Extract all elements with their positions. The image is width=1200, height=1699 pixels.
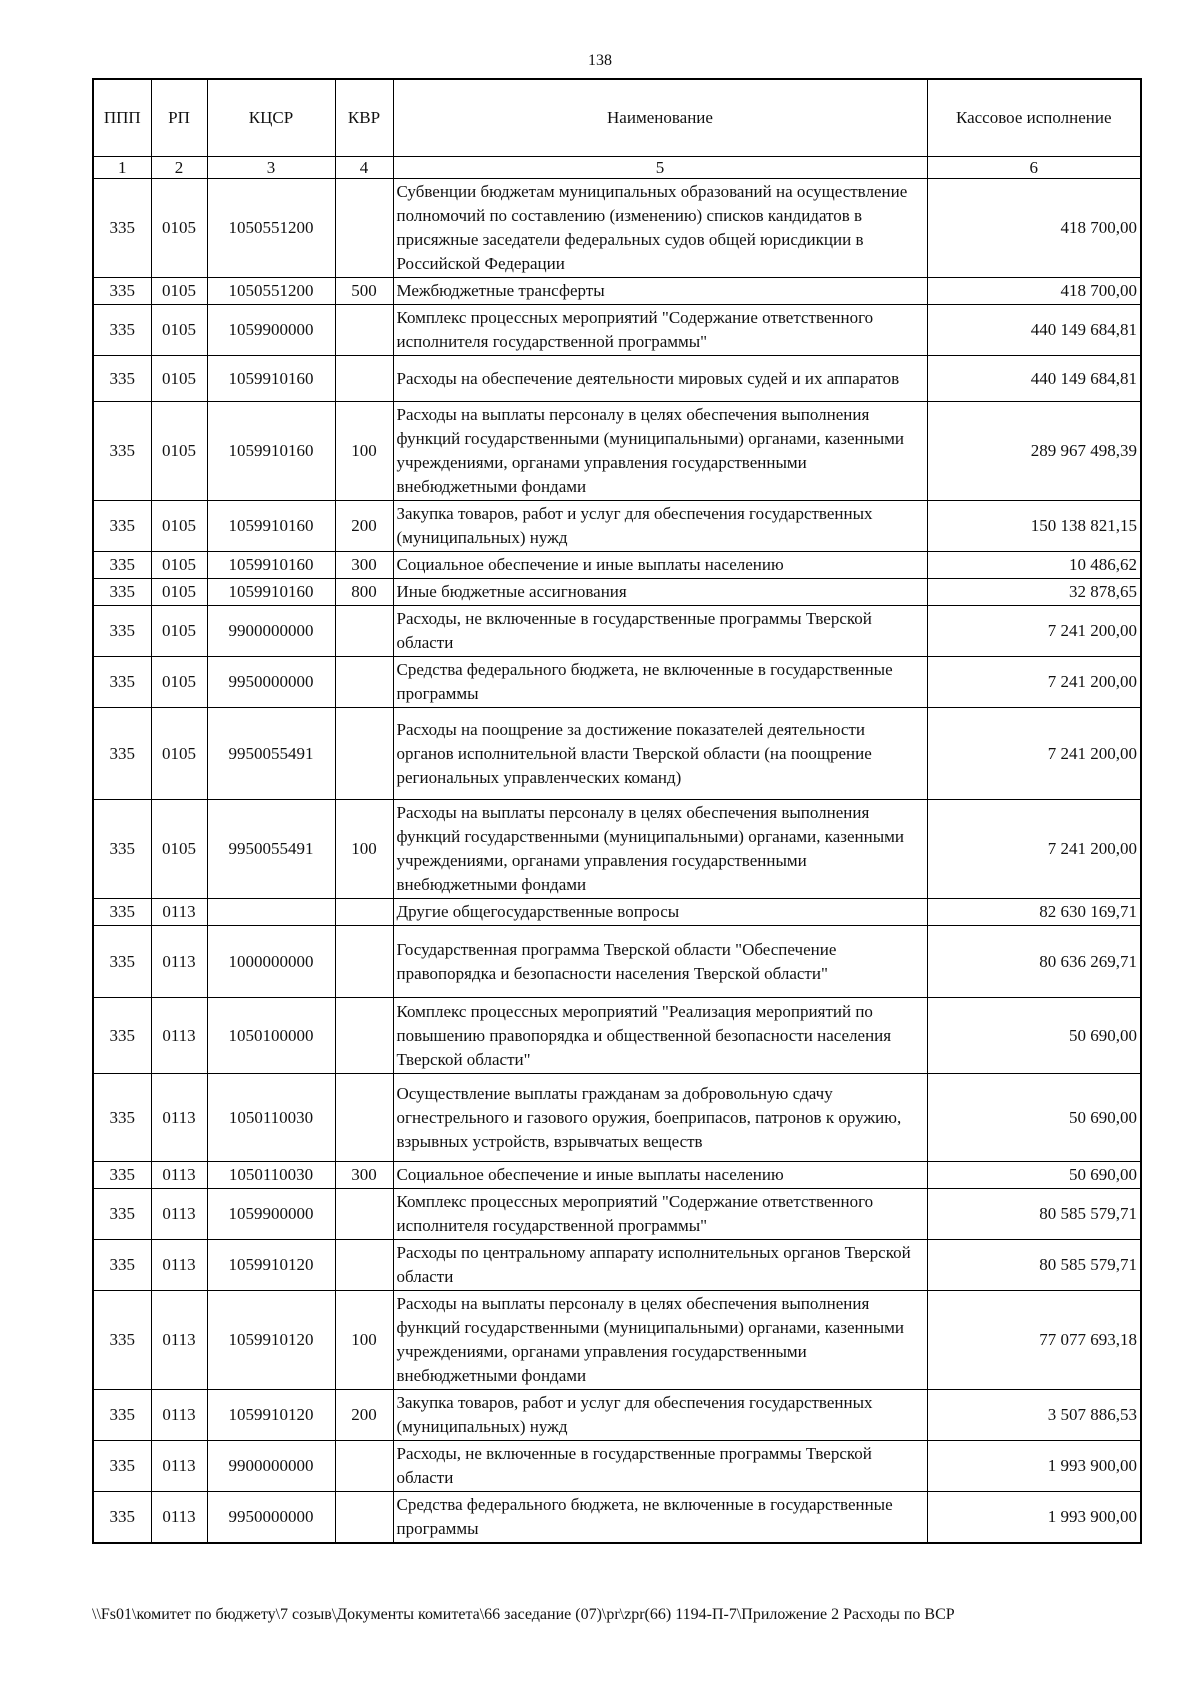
table-row: [93, 179, 1141, 278]
cell-amount: 7 241 200,00: [927, 657, 1141, 708]
cell-name: Расходы на поощрение за достижение показателей деятельности органов исполнительной власти Тверской области (на поощрение региональных управленческих команд): [393, 708, 927, 800]
cell-kvr: [335, 1492, 393, 1544]
cell-amount: 440 149 684,81: [927, 356, 1141, 402]
table-row: [93, 1441, 1141, 1492]
cell-kcsr: 1059900000: [207, 305, 335, 356]
cell-name: Иные бюджетные ассигнования: [393, 579, 927, 606]
table-row: [93, 899, 1141, 926]
cell-rp: 0113: [151, 926, 207, 998]
cell-rp: 0105: [151, 800, 207, 899]
cell-kcsr: 9950000000: [207, 657, 335, 708]
cell-kcsr: 1059910160: [207, 402, 335, 501]
table-row: [93, 606, 1141, 657]
cell-name: Осуществление выплаты гражданам за добровольную сдачу огнестрельного и газового оружия, боеприпасов, патронов к оружию, взрывных устройств, взрывчатых веществ: [393, 1074, 927, 1162]
cell-kcsr: 1059910120: [207, 1390, 335, 1441]
cell-ppp: 335: [93, 179, 151, 278]
cell-name: Социальное обеспечение и иные выплаты населению: [393, 1162, 927, 1189]
cell-amount: 50 690,00: [927, 1162, 1141, 1189]
cell-amount: 150 138 821,15: [927, 501, 1141, 552]
cell-kcsr: 9950055491: [207, 708, 335, 800]
cell-name: Расходы на обеспечение деятельности мировых судей и их аппаратов: [393, 356, 927, 402]
cell-ppp: 335: [93, 552, 151, 579]
table-row: [93, 552, 1141, 579]
cell-kcsr: 1000000000: [207, 926, 335, 998]
cell-kcsr: 9950055491: [207, 800, 335, 899]
cell-rp: 0113: [151, 1240, 207, 1291]
cell-name: Субвенции бюджетам муниципальных образований на осуществление полномочий по составлению (изменению) списков кандидатов в присяжные заседатели федеральных судов общей юрисдикции в Российской Федерации: [393, 179, 927, 278]
cell-amount: 7 241 200,00: [927, 708, 1141, 800]
column-number: 2: [151, 157, 207, 179]
cell-kvr: [335, 708, 393, 800]
cell-name: Расходы на выплаты персоналу в целях обеспечения выполнения функций государственными (муниципальными) органами, казенными учреждениями, органами управления государственными внебюджетными фондами: [393, 402, 927, 501]
table-row: [93, 1189, 1141, 1240]
cell-ppp: 335: [93, 278, 151, 305]
cell-kvr: [335, 998, 393, 1074]
cell-amount: 7 241 200,00: [927, 800, 1141, 899]
cell-rp: 0113: [151, 1162, 207, 1189]
cell-name: Расходы, не включенные в государственные программы Тверской области: [393, 606, 927, 657]
cell-amount: 10 486,62: [927, 552, 1141, 579]
cell-amount: 418 700,00: [927, 179, 1141, 278]
cell-rp: 0105: [151, 402, 207, 501]
cell-ppp: 335: [93, 899, 151, 926]
cell-kvr: 300: [335, 552, 393, 579]
cell-kvr: [335, 1074, 393, 1162]
cell-name: Расходы по центральному аппарату исполнительных органов Тверской области: [393, 1240, 927, 1291]
table-row: [93, 402, 1141, 501]
table-row: [93, 305, 1141, 356]
cell-rp: 0105: [151, 501, 207, 552]
table-row: [93, 1074, 1141, 1162]
cell-name: Межбюджетные трансферты: [393, 278, 927, 305]
cell-kvr: [335, 1240, 393, 1291]
cell-kcsr: 1059910160: [207, 501, 335, 552]
cell-kcsr: 1050551200: [207, 179, 335, 278]
cell-amount: 50 690,00: [927, 998, 1141, 1074]
cell-name: Закупка товаров, работ и услуг для обеспечения государственных (муниципальных) нужд: [393, 1390, 927, 1441]
cell-rp: 0105: [151, 579, 207, 606]
page-number: 138: [588, 52, 612, 69]
cell-ppp: 335: [93, 926, 151, 998]
cell-kcsr: 1050551200: [207, 278, 335, 305]
cell-ppp: 335: [93, 356, 151, 402]
cell-rp: 0113: [151, 1441, 207, 1492]
cell-kvr: 800: [335, 579, 393, 606]
cell-kvr: [335, 305, 393, 356]
cell-kcsr: 1059910120: [207, 1291, 335, 1390]
cell-kvr: 100: [335, 800, 393, 899]
cell-amount: 77 077 693,18: [927, 1291, 1141, 1390]
cell-kvr: [335, 1441, 393, 1492]
table-row: [93, 1390, 1141, 1441]
cell-amount: 7 241 200,00: [927, 606, 1141, 657]
cell-kvr: [335, 899, 393, 926]
table-row: [93, 278, 1141, 305]
table-row: [93, 1240, 1141, 1291]
cell-name: Государственная программа Тверской области "Обеспечение правопорядка и безопасности населения Тверской области": [393, 926, 927, 998]
cell-ppp: 335: [93, 305, 151, 356]
cell-rp: 0105: [151, 305, 207, 356]
cell-rp: 0113: [151, 1492, 207, 1544]
cell-name: Расходы на выплаты персоналу в целях обеспечения выполнения функций государственными (муниципальными) органами, казенными учреждениями, органами управления государственными внебюджетными фондами: [393, 1291, 927, 1390]
cell-rp: 0105: [151, 179, 207, 278]
cell-rp: 0105: [151, 657, 207, 708]
cell-ppp: 335: [93, 1492, 151, 1544]
footer-file-path: \\Fs01\комитет по бюджету\7 созыв\Документы комитета\66 заседание (07)\pr\zpr(66) 1194-П-7\Приложение 2 Расходы по ВСР: [92, 1606, 955, 1623]
cell-rp: 0113: [151, 1074, 207, 1162]
cell-amount: 418 700,00: [927, 278, 1141, 305]
cell-kcsr: 1059910160: [207, 552, 335, 579]
cell-name: Комплекс процессных мероприятий "Реализация мероприятий по повышению правопорядка и общественной безопасности населения Тверской области": [393, 998, 927, 1074]
cell-ppp: 335: [93, 1390, 151, 1441]
cell-ppp: 335: [93, 657, 151, 708]
cell-amount: 1 993 900,00: [927, 1441, 1141, 1492]
cell-ppp: 335: [93, 606, 151, 657]
cell-kcsr: 1050110030: [207, 1162, 335, 1189]
cell-rp: 0105: [151, 552, 207, 579]
column-number-row: [93, 157, 1141, 179]
cell-ppp: 335: [93, 1441, 151, 1492]
cell-kcsr: 1059900000: [207, 1189, 335, 1240]
cell-kvr: [335, 926, 393, 998]
cell-rp: 0113: [151, 1291, 207, 1390]
cell-name: Другие общегосударственные вопросы: [393, 899, 927, 926]
cell-name: Социальное обеспечение и иные выплаты населению: [393, 552, 927, 579]
header-amount: Кассовое исполнение: [927, 79, 1141, 157]
cell-kvr: 300: [335, 1162, 393, 1189]
cell-kcsr: 1059910160: [207, 579, 335, 606]
cell-amount: 3 507 886,53: [927, 1390, 1141, 1441]
cell-name: Комплекс процессных мероприятий "Содержание ответственного исполнителя государственной программы": [393, 1189, 927, 1240]
cell-rp: 0105: [151, 606, 207, 657]
column-number: 3: [207, 157, 335, 179]
cell-kcsr: [207, 899, 335, 926]
cell-name: Расходы, не включенные в государственные программы Тверской области: [393, 1441, 927, 1492]
cell-kcsr: 1050100000: [207, 998, 335, 1074]
cell-ppp: 335: [93, 1074, 151, 1162]
cell-rp: 0113: [151, 1390, 207, 1441]
cell-name: Средства федерального бюджета, не включенные в государственные программы: [393, 1492, 927, 1544]
cell-kcsr: 9900000000: [207, 606, 335, 657]
column-number: 4: [335, 157, 393, 179]
cell-amount: 1 993 900,00: [927, 1492, 1141, 1544]
table-row: [93, 1492, 1141, 1544]
cell-amount: 440 149 684,81: [927, 305, 1141, 356]
budget-table: [92, 78, 1142, 1544]
table-row: [93, 501, 1141, 552]
cell-kcsr: 9950000000: [207, 1492, 335, 1544]
table-row: [93, 1291, 1141, 1390]
cell-ppp: 335: [93, 501, 151, 552]
cell-rp: 0105: [151, 708, 207, 800]
cell-kvr: [335, 179, 393, 278]
cell-kvr: 200: [335, 501, 393, 552]
cell-ppp: 335: [93, 708, 151, 800]
table-row: [93, 356, 1141, 402]
cell-rp: 0113: [151, 1189, 207, 1240]
cell-ppp: 335: [93, 579, 151, 606]
column-number: 1: [93, 157, 151, 179]
header-name: Наименование: [393, 79, 927, 157]
header-ppp: ППП: [93, 79, 151, 157]
cell-rp: 0113: [151, 899, 207, 926]
cell-kvr: 100: [335, 402, 393, 501]
table-row: [93, 657, 1141, 708]
table-row: [93, 1162, 1141, 1189]
cell-rp: 0105: [151, 278, 207, 305]
cell-ppp: 335: [93, 1189, 151, 1240]
cell-ppp: 335: [93, 1162, 151, 1189]
column-number: 5: [393, 157, 927, 179]
cell-name: Расходы на выплаты персоналу в целях обеспечения выполнения функций государственными (муниципальными) органами, казенными учреждениями, органами управления государственными внебюджетными фондами: [393, 800, 927, 899]
cell-kvr: 500: [335, 278, 393, 305]
cell-kvr: [335, 606, 393, 657]
cell-rp: 0105: [151, 356, 207, 402]
table-row: [93, 800, 1141, 899]
cell-amount: 80 585 579,71: [927, 1189, 1141, 1240]
cell-kvr: [335, 657, 393, 708]
table-header-row: [93, 79, 1141, 157]
header-kvr: КВР: [335, 79, 393, 157]
column-number: 6: [927, 157, 1141, 179]
table-row: [93, 998, 1141, 1074]
cell-name: Средства федерального бюджета, не включенные в государственные программы: [393, 657, 927, 708]
cell-amount: 80 636 269,71: [927, 926, 1141, 998]
cell-kvr: 100: [335, 1291, 393, 1390]
cell-amount: 50 690,00: [927, 1074, 1141, 1162]
cell-kvr: [335, 1189, 393, 1240]
cell-kvr: 200: [335, 1390, 393, 1441]
cell-ppp: 335: [93, 1291, 151, 1390]
cell-rp: 0113: [151, 998, 207, 1074]
cell-name: Комплекс процессных мероприятий "Содержание ответственного исполнителя государственной программы": [393, 305, 927, 356]
cell-kcsr: 1050110030: [207, 1074, 335, 1162]
cell-kcsr: 1059910120: [207, 1240, 335, 1291]
table-row: [93, 926, 1141, 998]
cell-amount: 82 630 169,71: [927, 899, 1141, 926]
cell-amount: 32 878,65: [927, 579, 1141, 606]
cell-kvr: [335, 356, 393, 402]
cell-kcsr: 9900000000: [207, 1441, 335, 1492]
table-row: [93, 579, 1141, 606]
cell-amount: 80 585 579,71: [927, 1240, 1141, 1291]
cell-ppp: 335: [93, 998, 151, 1074]
cell-kcsr: 1059910160: [207, 356, 335, 402]
cell-ppp: 335: [93, 402, 151, 501]
table-row: [93, 708, 1141, 800]
cell-amount: 289 967 498,39: [927, 402, 1141, 501]
header-rp: РП: [151, 79, 207, 157]
cell-ppp: 335: [93, 1240, 151, 1291]
header-kcsr: КЦСР: [207, 79, 335, 157]
cell-ppp: 335: [93, 800, 151, 899]
cell-name: Закупка товаров, работ и услуг для обеспечения государственных (муниципальных) нужд: [393, 501, 927, 552]
